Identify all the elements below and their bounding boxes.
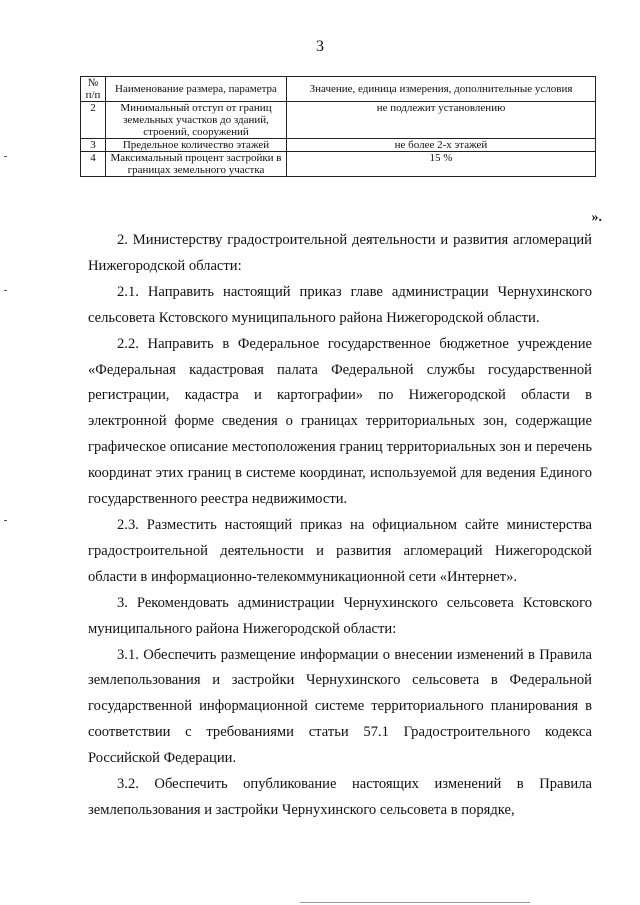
paragraph-2-1: 2.1. Направить настоящий приказ главе администрации Чернухинского сельсовета Кстовского муниципального района Нижегородской области. [88, 283, 592, 326]
row-value: не более 2-х этажей [287, 139, 596, 152]
paragraph-2-3: 2.3. Разместить настоящий приказ на официальном сайте министерства градостроительной деятельности и развития агломераций Нижегородской области в информационно-телекоммуникационной сети «Интернет». [88, 516, 592, 585]
margin-mark [4, 520, 7, 521]
header-number: № п/п [81, 77, 106, 102]
page-number: 3 [316, 38, 324, 55]
paragraph-3: 3. Рекомендовать администрации Чернухинского сельсовета Кстовского муниципального района Нижегородской области: [88, 594, 592, 637]
paragraph-2-2: 2.2. Направить в Федеральное государственное бюджетное учреждение «Федеральная кадастровая палата Федеральной службы государственной регистрации, кадастра и картографии» по Нижегородской области в электронной форме сведения о границах территориальных зон, содержащие графическое описание местоположения границ территориальных зон и перечень координат этих границ в системе координат, используемой для ведения Единого государственного реестра недвижимости. [88, 335, 592, 508]
table-row [81, 102, 596, 139]
row-number: 3 [81, 139, 106, 152]
parameters-table [80, 76, 596, 177]
row-value: не подлежит установлению [287, 102, 596, 139]
paragraph-2: 2. Министерству градостроительной деятельности и развития агломераций Нижегородской области: [88, 232, 592, 274]
row-value: 15 % [287, 152, 596, 177]
row-number: 4 [81, 152, 106, 177]
header-parameter-name: Наименование размера, параметра [106, 77, 287, 102]
row-parameter-name: Минимальный отступ от границ земельных участков до зданий, строений, сооружений [106, 102, 287, 139]
table-row [81, 139, 596, 152]
row-parameter-name: Предельное количество этажей [106, 139, 287, 152]
document-body [88, 228, 592, 824]
paragraph-3-2: 3.2. Обеспечить опубликование настоящих изменений в Правила землепользования и застройки Чернухинского сельсовета в порядке, [88, 776, 592, 818]
table-row [81, 152, 596, 177]
row-parameter-name: Максимальный процент застройки в границах земельного участка [106, 152, 287, 177]
margin-mark [4, 156, 7, 157]
header-value: Значение, единица измерения, дополнительные условия [287, 77, 596, 102]
margin-mark [4, 290, 7, 291]
row-number: 2 [81, 102, 106, 139]
closing-quote: ». [591, 210, 602, 225]
table-header-row [81, 77, 596, 102]
bottom-rule [300, 902, 530, 903]
paragraph-3-1: 3.1. Обеспечить размещение информации о внесении изменений в Правила землепользования и застройки Чернухинского сельсовета в Федеральной государственной информационной системе территориального планирования в соответствии с требованиями статьи 57.1 Градостроительного кодекса Российской Федерации. [88, 646, 592, 767]
